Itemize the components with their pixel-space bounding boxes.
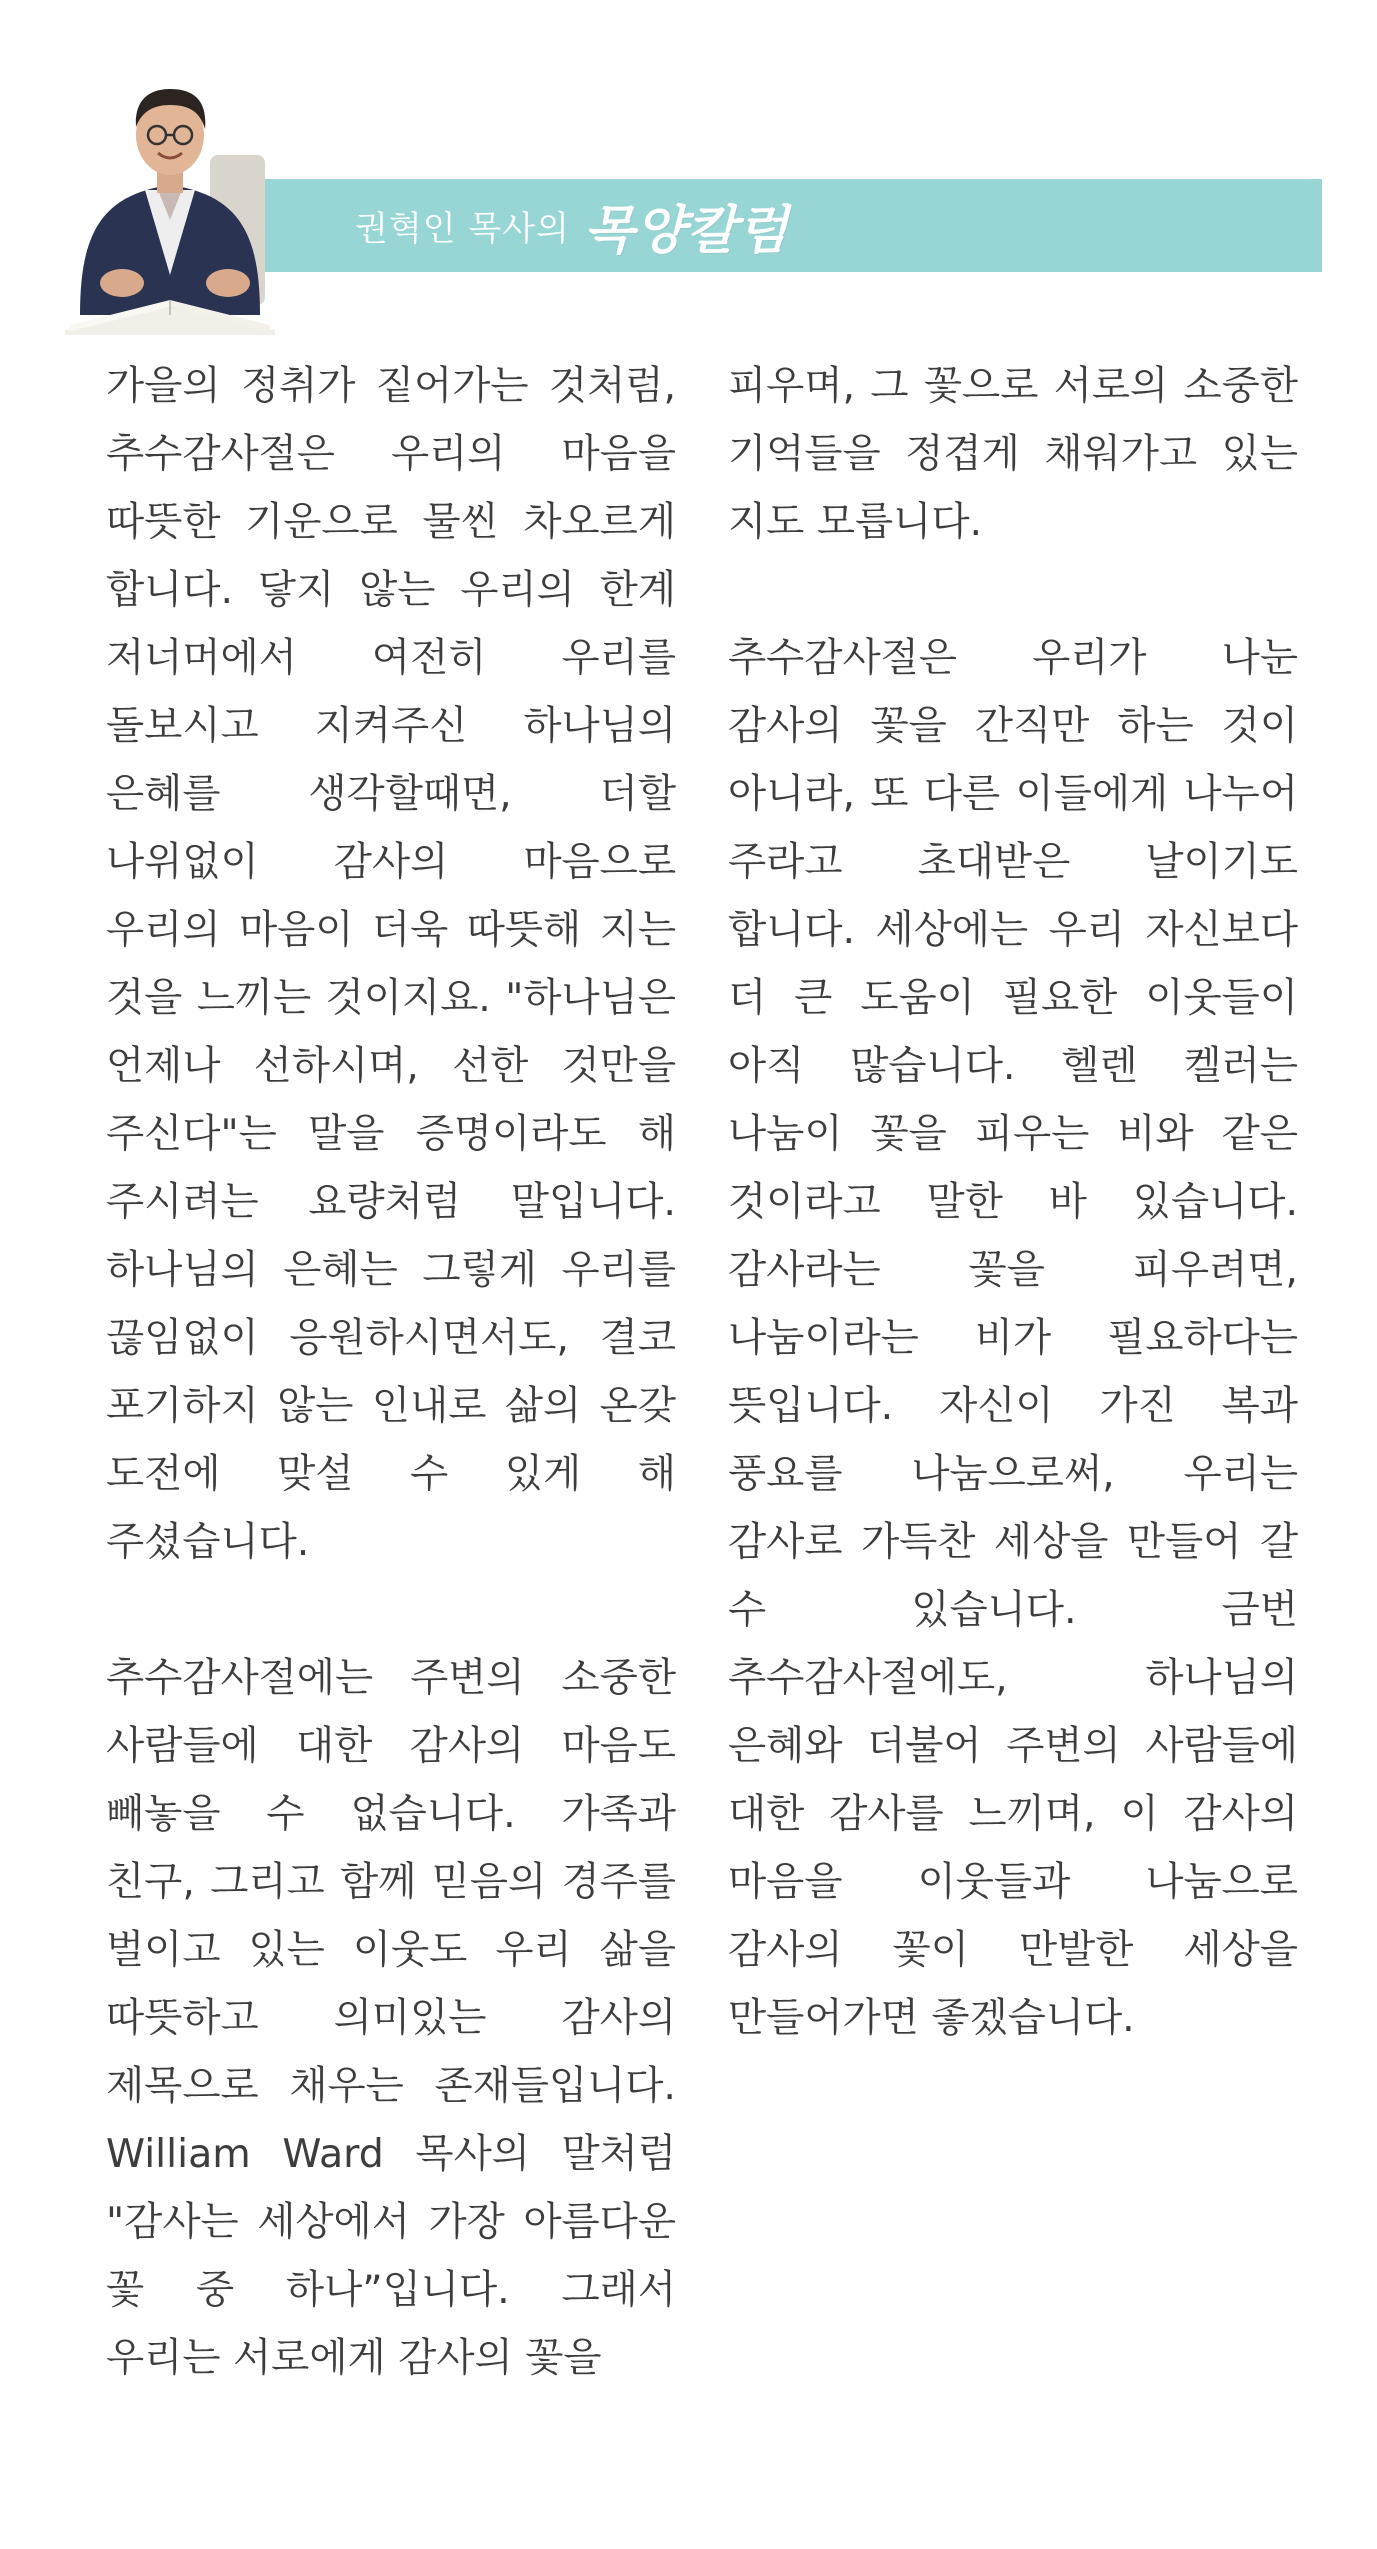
column-header-band xyxy=(250,179,1322,272)
pastor-portrait-icon xyxy=(60,45,280,335)
article-paragraph: 피우며, 그 꽃으로 서로의 소중한 기억들을 정겹게 채워가고 있는 지도 모릅니다. xyxy=(728,363,1298,545)
article-right-column xyxy=(728,352,1298,2052)
header-title: 목양칼럼 xyxy=(583,200,789,261)
header-subtitle: 권혁인 목사의 xyxy=(355,209,570,249)
article-paragraph: 추수감사절은 우리가 나눈 감사의 꽃을 간직만 하는 것이 아니라, 또 다른 이들에게 나누어 주라고 초대받은 날이기도 합니다. 세상에는 우리 자신보다 더 큰 도움이 필요한 이웃들이 아직 많습니다. 헬렌 켈러는 나눔이 꽃을 피우는 비와 같은 것이라고 말한 바 있습니다. 감사라는 꽃을 피우려면, 나눔이라는 비가 필요하다는 뜻입니다. 자신이 가진 복과 풍요를 나눔으로써, 우리는 감사로 가득찬 세상을 만들어 갈 수 있습니다. 금번 추수감사절에도, 하나님의 은혜와 더불어 주변의 사람들에 대한 감사를 느끼며, 이 감사의 마음을 이웃들과 나눔으로 감사의 꽃이 만발한 세상을 만들어가면 좋겠습니다. xyxy=(728,635,1298,2041)
column-header-title xyxy=(355,179,789,272)
article-paragraph: 추수감사절에는 주변의 소중한 사람들에 대한 감사의 마음도 빼놓을 수 없습니다. 가족과 친구, 그리고 함께 믿음의 경주를 벌이고 있는 이웃도 우리 삶을 따뜻하고 의미있는 감사의 제목으로 채우는 존재들입니다. William Ward 목사의 말처럼 "감사는 세상에서 가장 아름다운 꽃 중 하나”입니다. 그래서 우리는 서로에게 감사의 꽃을 xyxy=(106,1655,676,2381)
article-left-column xyxy=(106,352,676,2392)
article-paragraph: 가을의 정취가 짙어가는 것처럼, 추수감사절은 우리의 마음을 따뜻한 기운으로 물씬 차오르게 합니다. 닿지 않는 우리의 한계 저너머에서 여전히 우리를 돌보시고 지켜주신 하나님의 은혜를 생각할때면, 더할 나위없이 감사의 마음으로 우리의 마음이 더욱 따뜻해 지는 것을 느끼는 것이지요. "하나님은 언제나 선하시며, 선한 것만을 주신다"는 말을 증명이라도 해 주시려는 요량처럼 말입니다. 하나님의 은혜는 그렇게 우리를 끊임없이 응원하시면서도, 결코 포기하지 않는 인내로 삶의 온갖 도전에 맞설 수 있게 해 주셨습니다. xyxy=(106,363,676,1565)
